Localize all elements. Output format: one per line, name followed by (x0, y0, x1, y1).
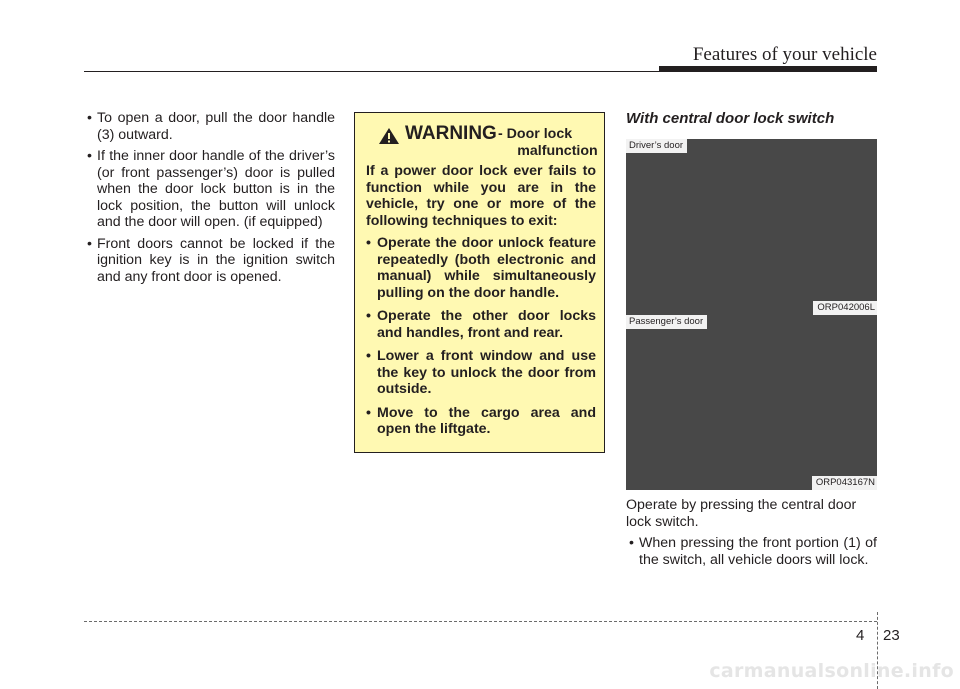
warning-item: • Move to the cargo area and open the liftgate. (366, 405, 596, 438)
image-code-passenger: ORP043167N (812, 476, 877, 490)
warning-triangle-icon (378, 127, 400, 145)
footer-rule (84, 621, 877, 622)
page-header-title: Features of your vehicle (692, 44, 877, 65)
right-column-text (626, 497, 877, 568)
bullet-front-doors: • Front doors cannot be locked if the ignition key is in the ignition switch and any front door is opened. (84, 236, 335, 286)
warning-subtitle-line2: malfunction (517, 143, 598, 159)
warning-item: • Operate the door unlock feature repeatedly (both electronic and manual) while simultaneously pulling on the door handle. (366, 235, 596, 301)
image-label-passenger: Passenger’s door (626, 315, 707, 329)
bullet-inner-handle: • If the inner door handle of the driver’s (or front passenger’s) door is pulled when the door lock button is in the lock position, the button will unlock and the door will open. (if equipped) (84, 148, 335, 231)
image-code-driver: ORP042006L (813, 301, 877, 315)
central-lock-intro: Operate by pressing the central door lock switch. (626, 497, 857, 530)
door-bullet-list (84, 110, 335, 285)
warning-subtitle (498, 126, 603, 160)
page-number: 23 (883, 627, 900, 644)
warning-title: WARNING (405, 123, 497, 144)
warning-intro: If a power door lock ever fails to function while you are in the vehicle, try one or more of the following techniques to exit: (366, 163, 596, 229)
warning-box (354, 112, 605, 453)
passenger-door-image (626, 315, 877, 490)
header-rule (84, 71, 877, 72)
warning-list (366, 235, 596, 438)
warning-item: • Lower a front window and use the key to unlock the door from outside. (366, 348, 596, 398)
bullet-front-portion: • When pressing the front portion (1) of the switch, all vehicle doors will lock. (626, 535, 877, 568)
image-label-driver: Driver’s door (626, 139, 687, 153)
left-column (84, 110, 335, 290)
warning-subtitle-line1: - Door lock (498, 126, 573, 142)
central-lock-list (626, 535, 877, 568)
section-heading: With central door lock switch (626, 110, 835, 127)
chapter-number: 4 (856, 627, 865, 644)
warning-item: • Operate the other door locks and handles, front and rear. (366, 308, 596, 341)
watermark: carmanualsonline.info (709, 660, 954, 682)
driver-door-image (626, 139, 877, 315)
warning-header (366, 123, 596, 163)
bullet-open-door: • To open a door, pull the door handle (3) outward. (84, 110, 335, 143)
